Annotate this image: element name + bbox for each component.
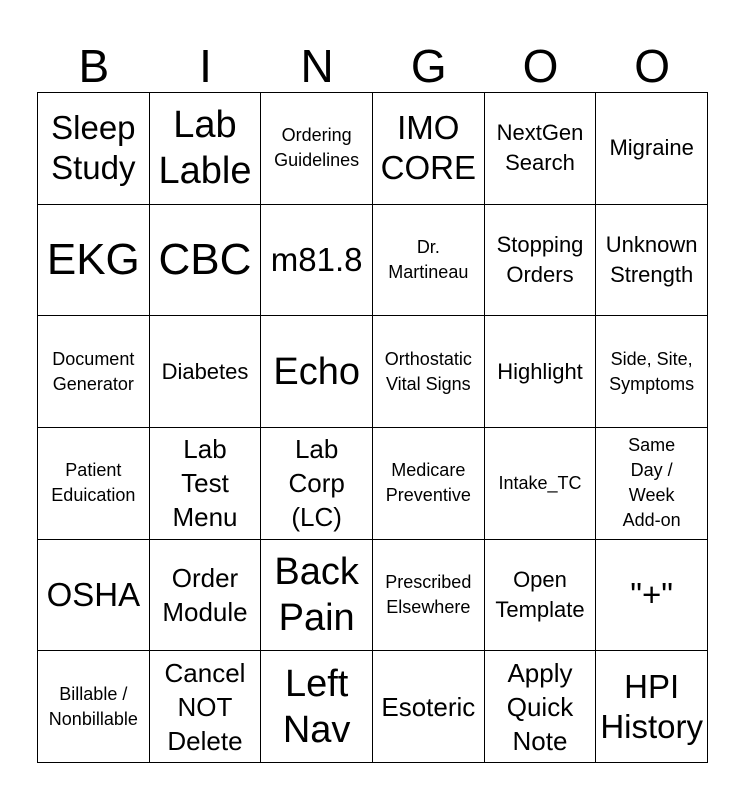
cell-text: Back Pain: [274, 550, 359, 639]
cell-text: Cancel NOT Delete: [164, 657, 246, 756]
cell-text: Ordering Guidelines: [274, 125, 360, 171]
cell-text: Order Module: [162, 562, 248, 627]
cell-text: Migraine: [609, 135, 694, 161]
bingo-cell[interactable]: [38, 93, 150, 205]
bingo-cell[interactable]: [485, 651, 597, 763]
cell-text: Open Template: [495, 566, 585, 622]
bingo-cell[interactable]: [150, 316, 262, 428]
cell-text: Left Nav: [282, 662, 351, 751]
cell-text: IMO CORE: [380, 109, 476, 187]
cell-text: NextGen Search: [496, 120, 584, 176]
bingo-cell[interactable]: [261, 540, 373, 652]
cell-text: Lab Lable: [158, 104, 252, 193]
cell-text: "+": [630, 575, 673, 613]
cell-text: EKG: [46, 234, 140, 284]
bingo-cell[interactable]: [596, 316, 708, 428]
header-letter: N: [300, 40, 334, 92]
cell-text: Stopping Orders: [496, 231, 584, 287]
cell-text: Lab Corp (LC): [288, 434, 345, 533]
cell-text: Document Generator: [52, 348, 135, 394]
bingo-header: [38, 40, 708, 92]
bingo-cell[interactable]: [373, 205, 485, 317]
bingo-cell[interactable]: [373, 428, 485, 540]
header-letter: I: [199, 40, 212, 92]
cell-text: HPI History: [600, 667, 703, 745]
cell-text: Medicare Preventive: [385, 460, 471, 506]
bingo-cell[interactable]: [485, 205, 597, 317]
bingo-cell[interactable]: [150, 651, 262, 763]
cell-text: Intake_TC: [498, 472, 582, 493]
bingo-cell[interactable]: [596, 428, 708, 540]
bingo-cell[interactable]: [261, 428, 373, 540]
bingo-cell[interactable]: [485, 428, 597, 540]
cell-text: m81.8: [270, 240, 363, 278]
bingo-cell[interactable]: [373, 316, 485, 428]
cell-text: CBC: [158, 234, 252, 284]
cell-text: OSHA: [46, 575, 141, 613]
bingo-cell[interactable]: [38, 205, 150, 317]
cell-text: Unknown Strength: [605, 231, 698, 287]
cell-text: Patient Eduication: [51, 460, 136, 506]
bingo-cell[interactable]: [150, 428, 262, 540]
bingo-cell[interactable]: [596, 205, 708, 317]
cell-text: Diabetes: [161, 358, 249, 384]
bingo-cell[interactable]: [38, 428, 150, 540]
bingo-cell[interactable]: [150, 93, 262, 205]
bingo-cell[interactable]: [38, 316, 150, 428]
bingo-cell[interactable]: [596, 93, 708, 205]
cell-text: Same Day / Week Add-on: [622, 435, 681, 531]
header-letter: O: [634, 40, 671, 92]
bingo-cell[interactable]: [261, 651, 373, 763]
bingo-grid: [37, 92, 708, 763]
bingo-cell[interactable]: [596, 540, 708, 652]
cell-text: Esoteric: [381, 691, 476, 722]
bingo-cell[interactable]: [596, 651, 708, 763]
cell-text: Lab Test Menu: [172, 434, 238, 533]
bingo-cell[interactable]: [485, 540, 597, 652]
bingo-cell[interactable]: [373, 93, 485, 205]
cell-text: Dr. Martineau: [388, 236, 469, 282]
bingo-cell[interactable]: [485, 93, 597, 205]
bingo-cell[interactable]: [261, 205, 373, 317]
bingo-cell[interactable]: [150, 205, 262, 317]
cell-text: Billable / Nonbillable: [48, 683, 138, 729]
cell-text: Prescribed Elsewhere: [385, 571, 472, 617]
bingo-cell[interactable]: [485, 316, 597, 428]
cell-text: Orthostatic Vital Signs: [384, 348, 472, 394]
bingo-cell[interactable]: [38, 540, 150, 652]
bingo-cell[interactable]: [38, 651, 150, 763]
header-letter: O: [522, 40, 559, 92]
header-letter: G: [410, 40, 447, 92]
bingo-cell[interactable]: [373, 540, 485, 652]
cell-text: Highlight: [497, 358, 583, 384]
bingo-cell[interactable]: [261, 93, 373, 205]
bingo-cell[interactable]: [373, 651, 485, 763]
cell-text: Side, Site, Symptoms: [609, 348, 695, 394]
header-letter: B: [78, 40, 110, 92]
bingo-cell[interactable]: [150, 540, 262, 652]
cell-text: Sleep Study: [51, 109, 136, 187]
cell-text: Apply Quick Note: [506, 657, 574, 756]
bingo-cell[interactable]: [261, 316, 373, 428]
cell-text: Echo: [273, 350, 360, 393]
